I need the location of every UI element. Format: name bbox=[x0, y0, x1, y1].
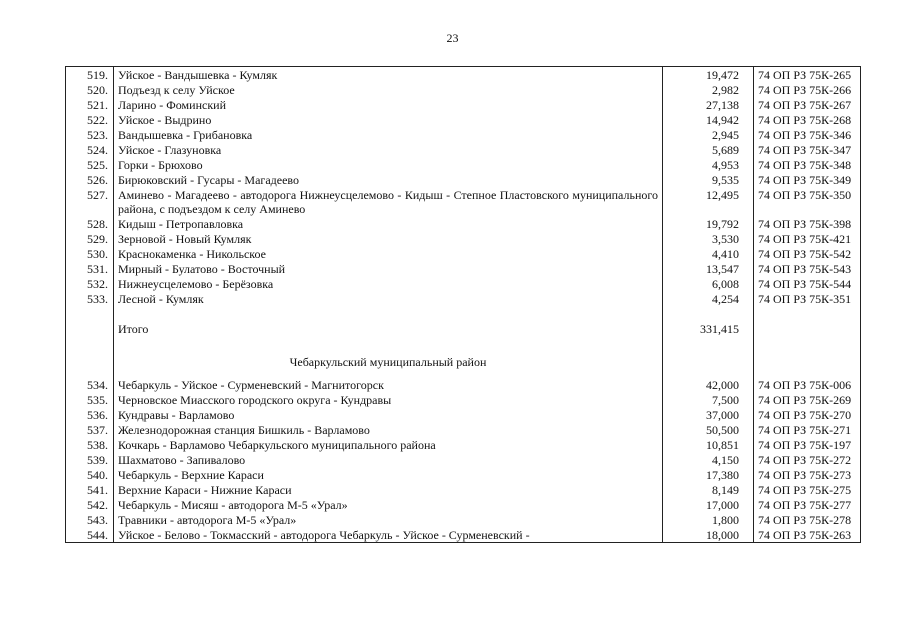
road-code: 74 ОП РЗ 75К-277 bbox=[754, 497, 861, 512]
road-name: Травники - автодорога М-5 «Урал» bbox=[114, 512, 663, 527]
row-number: 527. bbox=[66, 187, 114, 216]
road-length: 50,500 bbox=[663, 422, 754, 437]
table-row bbox=[66, 276, 861, 291]
table-row bbox=[66, 392, 861, 407]
table-row bbox=[66, 452, 861, 467]
row-number: 521. bbox=[66, 97, 114, 112]
road-code: 74 ОП РЗ 75К-421 bbox=[754, 231, 861, 246]
road-length: 14,942 bbox=[663, 112, 754, 127]
row-number: 534. bbox=[66, 377, 114, 392]
road-code: 74 ОП РЗ 75К-542 bbox=[754, 246, 861, 261]
row-number: 537. bbox=[66, 422, 114, 437]
road-name: Черновское Миасского городского округа - Кундравы bbox=[114, 392, 663, 407]
row-number: 541. bbox=[66, 482, 114, 497]
roads-table-body bbox=[66, 67, 861, 543]
row-number: 536. bbox=[66, 407, 114, 422]
road-code bbox=[754, 337, 861, 377]
row-number: 523. bbox=[66, 127, 114, 142]
road-length: 9,535 bbox=[663, 172, 754, 187]
road-name: Горки - Брюхово bbox=[114, 157, 663, 172]
table-row bbox=[66, 127, 861, 142]
road-code: 74 ОП РЗ 75К-271 bbox=[754, 422, 861, 437]
table-row bbox=[66, 482, 861, 497]
road-code: 74 ОП РЗ 75К-265 bbox=[754, 67, 861, 83]
table-row bbox=[66, 231, 861, 246]
road-name: Верхние Караси - Нижние Караси bbox=[114, 482, 663, 497]
table-row bbox=[66, 291, 861, 306]
road-length: 17,000 bbox=[663, 497, 754, 512]
road-length: 4,150 bbox=[663, 452, 754, 467]
road-code: 74 ОП РЗ 75К-266 bbox=[754, 82, 861, 97]
road-name: Чебаркуль - Верхние Караси bbox=[114, 467, 663, 482]
road-code: 74 ОП РЗ 75К-346 bbox=[754, 127, 861, 142]
road-length: 42,000 bbox=[663, 377, 754, 392]
road-code: 74 ОП РЗ 75К-348 bbox=[754, 157, 861, 172]
total-value bbox=[663, 337, 754, 377]
road-code: 74 ОП РЗ 75К-275 bbox=[754, 482, 861, 497]
table-row bbox=[66, 512, 861, 527]
row-number: 519. bbox=[66, 67, 114, 83]
road-name: Уйское - Вандышевка - Кумляк bbox=[114, 67, 663, 83]
road-name: Краснокаменка - Никольское bbox=[114, 246, 663, 261]
road-code bbox=[754, 321, 861, 337]
road-code: 74 ОП РЗ 75К-006 bbox=[754, 377, 861, 392]
table-row bbox=[66, 157, 861, 172]
road-length: 27,138 bbox=[663, 97, 754, 112]
row-number: 526. bbox=[66, 172, 114, 187]
road-name: Ларино - Фоминский bbox=[114, 97, 663, 112]
road-length: 4,254 bbox=[663, 291, 754, 306]
table-row bbox=[66, 377, 861, 392]
table-row bbox=[66, 172, 861, 187]
row-number: 533. bbox=[66, 291, 114, 306]
road-code: 74 ОП РЗ 75К-272 bbox=[754, 452, 861, 467]
road-length: 12,495 bbox=[663, 187, 754, 216]
row-number: 543. bbox=[66, 512, 114, 527]
row-number: 539. bbox=[66, 452, 114, 467]
row-number: 542. bbox=[66, 497, 114, 512]
road-code: 74 ОП РЗ 75К-544 bbox=[754, 276, 861, 291]
table-row bbox=[66, 112, 861, 127]
row-number bbox=[66, 321, 114, 337]
road-code: 74 ОП РЗ 75К-349 bbox=[754, 172, 861, 187]
road-name: Подъезд к селу Уйское bbox=[114, 82, 663, 97]
road-code: 74 ОП РЗ 75К-278 bbox=[754, 512, 861, 527]
table-row bbox=[66, 261, 861, 276]
row-number: 540. bbox=[66, 467, 114, 482]
road-code: 74 ОП РЗ 75К-350 bbox=[754, 187, 861, 216]
road-length: 17,380 bbox=[663, 467, 754, 482]
road-length: 5,689 bbox=[663, 142, 754, 157]
road-length: 2,945 bbox=[663, 127, 754, 142]
table-row bbox=[66, 82, 861, 97]
road-name: Шахматово - Запивалово bbox=[114, 452, 663, 467]
row-number: 532. bbox=[66, 276, 114, 291]
road-length: 19,792 bbox=[663, 216, 754, 231]
road-length: 2,982 bbox=[663, 82, 754, 97]
road-code: 74 ОП РЗ 75К-267 bbox=[754, 97, 861, 112]
road-name: Чебаркуль - Мисяш - автодорога М-5 «Урал» bbox=[114, 497, 663, 512]
road-name: Бирюковский - Гусары - Магадеево bbox=[114, 172, 663, 187]
road-name: Аминево - Магадеево - автодорога Нижнеусцелемово - Кидыш - Степное Пластовского муниципального района, с подъездом к селу Аминево bbox=[114, 187, 663, 216]
road-code: 74 ОП РЗ 75К-263 bbox=[754, 527, 861, 543]
road-name: Кидыш - Петропавловка bbox=[114, 216, 663, 231]
row-number: 520. bbox=[66, 82, 114, 97]
road-length: 3,530 bbox=[663, 231, 754, 246]
road-name: Железнодорожная станция Бишкиль - Варламово bbox=[114, 422, 663, 437]
road-code: 74 ОП РЗ 75К-543 bbox=[754, 261, 861, 276]
road-name: Лесной - Кумляк bbox=[114, 291, 663, 306]
road-name: Чебаркуль - Уйское - Сурменевский - Магнитогорск bbox=[114, 377, 663, 392]
road-name: Нижнеусцелемово - Берёзовка bbox=[114, 276, 663, 291]
road-code: 74 ОП РЗ 75К-351 bbox=[754, 291, 861, 306]
road-length: 37,000 bbox=[663, 407, 754, 422]
road-code: 74 ОП РЗ 75К-268 bbox=[754, 112, 861, 127]
road-length: 18,000 bbox=[663, 527, 754, 543]
row-number: 544. bbox=[66, 527, 114, 543]
total-row bbox=[66, 321, 861, 337]
road-name: Уйское - Глазуновка bbox=[114, 142, 663, 157]
table-row bbox=[66, 97, 861, 112]
district-row bbox=[66, 337, 861, 377]
road-name: Мирный - Булатово - Восточный bbox=[114, 261, 663, 276]
row-number: 535. bbox=[66, 392, 114, 407]
road-code: 74 ОП РЗ 75К-270 bbox=[754, 407, 861, 422]
row-number: 522. bbox=[66, 112, 114, 127]
road-length: 6,008 bbox=[663, 276, 754, 291]
table-row bbox=[66, 142, 861, 157]
road-code: 74 ОП РЗ 75К-197 bbox=[754, 437, 861, 452]
table-row bbox=[66, 216, 861, 231]
road-length: 8,149 bbox=[663, 482, 754, 497]
table-row bbox=[66, 246, 861, 261]
row-number: 529. bbox=[66, 231, 114, 246]
road-code: 74 ОП РЗ 75К-273 bbox=[754, 467, 861, 482]
table-row bbox=[66, 67, 861, 83]
total-value: 331,415 bbox=[663, 321, 754, 337]
page-number: 23 bbox=[446, 31, 459, 45]
road-name: Кочкарь - Варламово Чебаркульского муниципального района bbox=[114, 437, 663, 452]
road-length: 4,410 bbox=[663, 246, 754, 261]
row-number bbox=[66, 337, 114, 377]
row-number: 530. bbox=[66, 246, 114, 261]
table-row bbox=[66, 527, 861, 543]
road-length: 19,472 bbox=[663, 67, 754, 83]
table-row bbox=[66, 187, 861, 216]
row-number: 538. bbox=[66, 437, 114, 452]
road-length: 4,953 bbox=[663, 157, 754, 172]
row-number: 524. bbox=[66, 142, 114, 157]
road-name: Уйское - Белово - Токмасский - автодорога Чебаркуль - Уйское - Сурменевский - bbox=[114, 527, 663, 543]
table-row bbox=[66, 422, 861, 437]
district-title: Чебаркульский муниципальный район bbox=[114, 337, 663, 377]
road-name: Зерновой - Новый Кумляк bbox=[114, 231, 663, 246]
road-length: 7,500 bbox=[663, 392, 754, 407]
total-label: Итого bbox=[114, 321, 663, 337]
roads-table bbox=[65, 66, 861, 543]
road-length: 1,800 bbox=[663, 512, 754, 527]
road-length: 10,851 bbox=[663, 437, 754, 452]
table-row bbox=[66, 497, 861, 512]
row-number: 531. bbox=[66, 261, 114, 276]
road-length: 13,547 bbox=[663, 261, 754, 276]
road-code: 74 ОП РЗ 75К-347 bbox=[754, 142, 861, 157]
row-number: 525. bbox=[66, 157, 114, 172]
road-code: 74 ОП РЗ 75К-398 bbox=[754, 216, 861, 231]
road-name: Уйское - Выдрино bbox=[114, 112, 663, 127]
table-row bbox=[66, 407, 861, 422]
table-row bbox=[66, 467, 861, 482]
road-name: Вандышевка - Грибановка bbox=[114, 127, 663, 142]
spacer-row bbox=[66, 306, 861, 321]
road-name: Кундравы - Варламово bbox=[114, 407, 663, 422]
table-row bbox=[66, 437, 861, 452]
row-number: 528. bbox=[66, 216, 114, 231]
road-code: 74 ОП РЗ 75К-269 bbox=[754, 392, 861, 407]
